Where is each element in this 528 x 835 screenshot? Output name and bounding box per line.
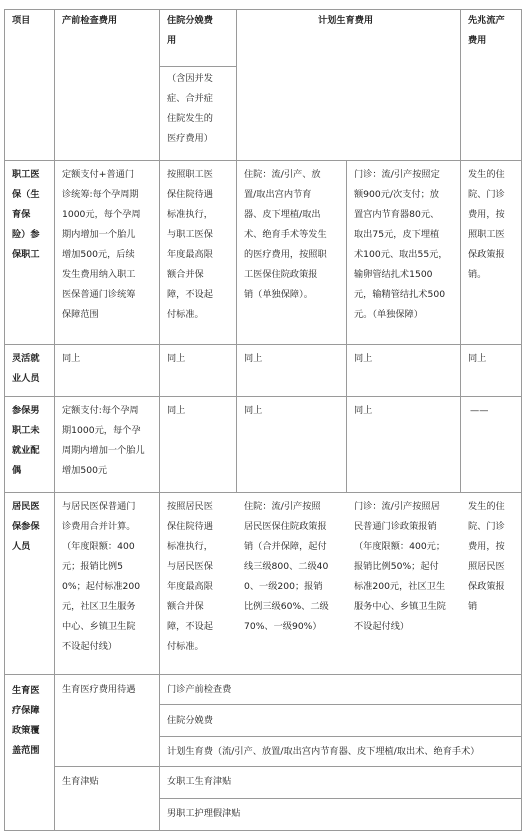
column-divider <box>159 9 160 831</box>
cell-delivery: 同上 <box>167 353 186 364</box>
row-divider <box>159 798 521 799</box>
column-divider <box>236 9 237 493</box>
cell-miscarriage: 发生的住 院、门诊 费用，按 照居民医 保政策报 销 <box>468 501 505 612</box>
cell-miscarriage: 同上 <box>468 353 487 364</box>
cell-fp-inpatient: 同上 <box>244 353 263 364</box>
row-divider <box>4 396 521 397</box>
scope-medical-label: 生育医疗费用待遇 <box>62 684 136 695</box>
cell-miscarriage: —— <box>470 405 489 416</box>
header-family-planning: 计划生育费用 <box>318 15 374 26</box>
cell-prenatal: 同上 <box>62 353 81 364</box>
scope-item-family-planning: 计划生育费（流/引产、放置/取出宫内节育器、皮下埋植/取出术、绝育手术） <box>167 746 480 757</box>
cell-fp-inpatient: 同上 <box>244 405 263 416</box>
scope-item-delivery: 住院分娩费 <box>167 715 213 726</box>
table-border-left <box>4 9 5 831</box>
cell-fp-outpatient: 门诊：流/引产按照居 民普通门诊政策报销 （年度限额：400元； 报销比例50%；起付 标准200元，社区卫生 服务中心、乡镇卫生院 不设起付线） <box>354 501 446 632</box>
cell-delivery: 按照职工医 保住院待遇 标准执行， 与职工医保 年度最高限 额合并保 障，不设起 付标准。 <box>167 169 213 320</box>
row-label-resident: 居民医 保参保 人员 <box>12 501 40 552</box>
row-divider <box>159 704 521 705</box>
cell-delivery: 按照居民医 保住院待遇 标准执行， 与居民医保 年度最高限 额合并保 障，不设起 付标准。 <box>167 501 213 652</box>
row-divider <box>159 66 236 67</box>
cell-fp-inpatient: 住院：流/引产按照 居民医保住院政策报 销（合并保障，起付 线三级800、二级40 0、一级200；报销 比例三级60%、二级 70%、一级90%） <box>244 501 329 632</box>
column-divider <box>54 9 55 831</box>
scope-label: 生育医 疗保障 政策覆 盖范围 <box>12 685 40 756</box>
row-divider <box>4 160 521 161</box>
cell-fp-inpatient: 住院：流/引产、放 置/取出宫内节育 器、皮下埋植/取出 术、绝育手术等发生 的医疗费用，按照职 工医保住院政策报 销（单独保障）。 <box>244 169 327 300</box>
table-border-right <box>521 9 522 831</box>
header-delivery: 住院分娩费 用 <box>167 15 213 46</box>
cell-prenatal: 定额支付:每个孕周 期1000元，每个孕 周期内增加一个胎儿 增加500元 <box>62 405 145 476</box>
cell-prenatal: 与居民医保普通门 诊费用合并计算。 （年度限额：400 元；报销比例5 0%；起付标准200 元，社区卫生服务 中心、乡镇卫生院 不设起付线） <box>62 501 141 652</box>
header-project: 项目 <box>12 15 31 26</box>
header-prenatal: 产前检查费用 <box>62 15 118 26</box>
row-divider <box>54 766 521 767</box>
cell-miscarriage: 发生的住 院、门诊 费用，按 照职工医 保政策报 销。 <box>468 169 505 280</box>
row-divider <box>4 344 521 345</box>
row-label-spouse: 参保男 职工未 就业配 偶 <box>12 405 40 476</box>
scope-item-prenatal: 门诊产前检查费 <box>167 684 232 695</box>
table-border-top <box>4 9 521 10</box>
row-divider <box>159 736 521 737</box>
cell-fp-outpatient: 同上 <box>354 353 373 364</box>
row-label-flexible: 灵活就 业人员 <box>12 353 40 384</box>
cell-prenatal: 定额支付+普通门 诊统筹:每个孕周期 1000元，每个孕周 期内增加一个胎儿 增加500元，后续 发生费用纳入职工 医保普通门诊统筹 保障范围 <box>62 169 141 320</box>
row-divider <box>4 492 521 493</box>
row-label-employee: 职工医 保（生 育保 险）参 保职工 <box>12 169 40 260</box>
table-border-bottom <box>4 830 521 831</box>
scope-allowance-label: 生育津贴 <box>62 776 99 787</box>
scope-allowance-male: 男职工护理假津贴 <box>167 808 241 819</box>
cell-fp-outpatient: 同上 <box>354 405 373 416</box>
row-divider <box>4 674 521 675</box>
header-miscarriage: 先兆流产 费用 <box>468 15 505 46</box>
column-divider <box>346 160 347 493</box>
column-divider <box>460 9 461 493</box>
cell-fp-outpatient: 门诊：流/引产按照定 额900元/次支付；放 置宫内节育器80元、 取出75元，皮下埋植 术100元、取出55元， 输卵管结扎术1500 元，输精管结扎术500 元。（单独保障） <box>354 169 448 320</box>
cell-delivery: 同上 <box>167 405 186 416</box>
scope-allowance-female: 女职工生育津贴 <box>167 776 232 787</box>
header-delivery-note: （含因并发 症、合并症 住院发生的 医疗费用） <box>167 73 213 144</box>
